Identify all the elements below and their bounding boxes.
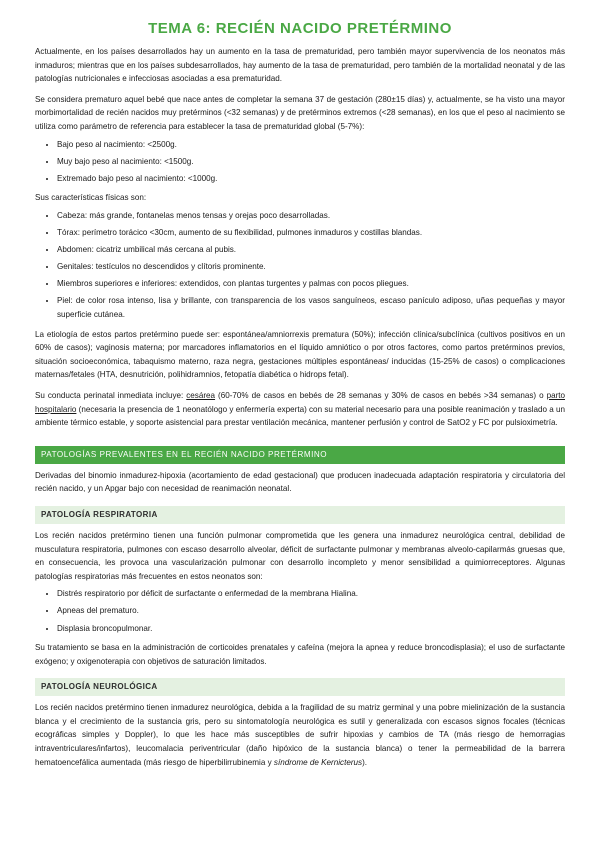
neurological-text: Los recién nacidos pretérmino tienen inmadurez neurológica, debida a la fragilidad de su matriz germinal y una pobre mielinización de la sustancia blanca y el crecimiento de la sustancia gris, pero su sintomatología neurológica es sutil y generalizada con escasos signos focales (técnicas ecográficas simples y Doppler), lo que les hace más susceptibles de sufrir hipoxias y cambios de TA (más riesgo de hemorragias intraventriculares/infartos), leucomalacia periventricular (daño hipóxico de la sustancia blanca) o tener la permeabilidad de la barrera hematoencefálica aumentada (más riesgo de hiperbilirrubinemia y (35, 703, 565, 767)
list-item: • Genitales: testículos no descendidos y clítoris prominente. (57, 260, 565, 274)
respiratory-list (35, 587, 565, 635)
list-item: • Piel: de color rosa intenso, lisa y brillante, con transparencia de los vasos sanguíneos, escaso panículo adiposo, uñas pequeñas y mayor superficie cutánea. (57, 294, 565, 321)
weight-list (35, 138, 565, 186)
list-item: • Abdomen: cicatriz umbilical más cercana al pubis. (57, 243, 565, 257)
intro-paragraph: Actualmente, en los países desarrollados hay un aumento en la tasa de prematuridad, pero también mayor supervivencia de los neonatos más inmaduros; mientras que en los países subdesarrollados, hay aumento de la tasa de prematuridad, pero también de la mortalidad neonatal y de las patologías nutricionales e infecciosas asociadas a esa prematuridad. (35, 47, 565, 84)
kernicterus-term: síndrome de Kernicterus (273, 757, 363, 767)
respiratory-paragraph: Los recién nacidos pretérmino tienen una función pulmonar comprometida que les genera una inmadurez neurológica central, debilidad de musculatura respiratoria, pulmones con escaso desarrollo alveolar, déficit de surfactante pulmonar y membranas alveolo-capilarmás gruesas que, en consecuencia, les provoca una vascularización pulmonar con desarrollo incompleto y menor sensibilidad a quimiorreceptores. Algunas patologías respiratorias más frecuentes en estos neonatos son: (35, 530, 565, 581)
list-item: • Distrés respiratorio por déficit de surfactante o enfermedad de la membrana Hialina. (57, 587, 565, 601)
list-item: • Apneas del prematuro. (57, 604, 565, 618)
list-item: • Extremado bajo peso al nacimiento: <1000g. (57, 172, 565, 186)
page-title: TEMA 6: RECIÉN NACIDO PRETÉRMINO (148, 20, 452, 37)
list-item: • Tórax: perímetro torácico <30cm, aumento de su flexibilidad, pulmones inmaduros y costillas blandas. (57, 226, 565, 240)
subsection-heading-respiratory: PATOLOGÍA RESPIRATORIA (35, 506, 565, 524)
perinatal-text: (necesaria la presencia de 1 neonatólogo y enfermería experta) con su material necesario para una posible reanimación y traslado a un ambiente térmico estable, y soporte asistencial para prestar ventilación mecánica, mantener perfusión y control de SatO2 y FC por pulsioximetría. (35, 404, 566, 428)
perinatal-text: (60-70% de casos en bebés de 28 semanas y 30% de casos en bebés >34 semanas) o (215, 390, 547, 400)
features-list (35, 209, 565, 322)
section-heading: PATOLOGÍAS PREVALENTES EN EL RECIÉN NACIDO PRETÉRMINO (35, 446, 565, 464)
perinatal-text: Su conducta perinatal inmediata incluye: (35, 390, 187, 400)
list-item: • Cabeza: más grande, fontanelas menos tensas y orejas poco desarrolladas. (57, 209, 565, 223)
etiology-paragraph: La etiología de estos partos pretérmino puede ser: espontánea/amniorrexis prematura (50%); infección clínica/subclínica (cultivos positivos en un 60% de casos); vaginosis materna; por marcadores inflamatorios en el líquido amniótico o por otros factores, como partos pretérminos previos, situación socioeconómica, tabaquismo materno, raza negra, gestaciones múltiples espontáneas/ inducidas (15-25% de casos) o complicaciones maternas/fetales (HTA, desnutrición, polihidramnios, fetopatía diabética o hidrops fetal). (35, 329, 565, 380)
neurological-paragraph (35, 701, 565, 769)
perinatal-paragraph (35, 389, 565, 430)
definition-paragraph: Se considera prematuro aquel bebé que nace antes de completar la semana 37 de gestación (280±15 días) y, actualmente, se ha visto una mayor morbimortalidad de recién nacidos muy pretérminos (<32 semanas) y de pretérminos extremos (<28 semanas), en los que el peso al nacimiento se utiliza como parámetro de referencia para establecer la tasa de prematuridad global (5-7%): (35, 94, 565, 131)
list-item: • Muy bajo peso al nacimiento: <1500g. (57, 155, 565, 169)
respiratory-treatment: Su tratamiento se basa en la administración de corticoides prenatales y cafeína (mejora la apnea y reduce broncodisplasia); el uso de surfactante exógeno; y oxigenoterapia con objetivos de saturación limitados. (35, 643, 565, 666)
list-item: • Bajo peso al nacimiento: <2500g. (57, 138, 565, 152)
parto-term: parto hospitalario (35, 390, 566, 414)
subsection-heading-neurological: PATOLOGÍA NEUROLÓGICA (35, 678, 565, 696)
neurological-text-end: ). (362, 757, 368, 767)
list-item: • Miembros superiores e inferiores: extendidos, con plantas turgentes y palmas con pocos pliegues. (57, 277, 565, 291)
cesarea-term: cesárea (186, 390, 216, 400)
section-paragraph: Derivadas del binomio inmadurez-hipoxia (acortamiento de edad gestacional) que producen inadecuada adaptación respiratoria y circulatoria del recién nacido, y un Apgar bajo con necesidad de reanimación neonatal. (35, 470, 565, 494)
features-intro: Sus características físicas son: (35, 193, 147, 203)
document-page (35, 20, 565, 776)
list-item: • Displasia broncopulmonar. (57, 622, 565, 636)
